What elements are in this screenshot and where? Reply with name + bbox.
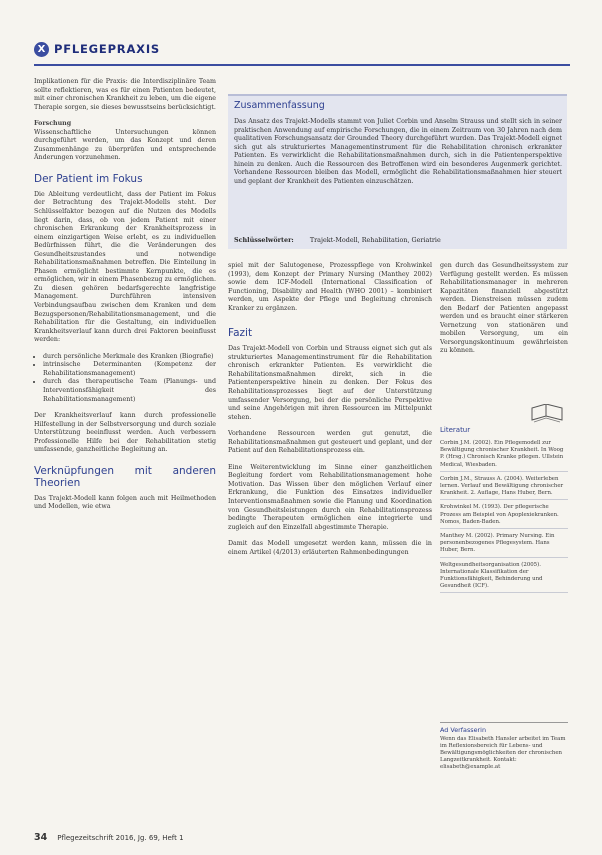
summary-title: Zusammenfassung: [234, 100, 325, 111]
book-icon: [530, 404, 564, 424]
journal-citation: Pflegezeitschrift 2016, Jg. 69, Heft 1: [57, 834, 184, 842]
column-right: [440, 262, 568, 364]
literature-entry: Krohwinkel M. (1993). Der pflegerische Prozess am Beispiel von Apoplexiekranken. Nomos, Baden-Baden.: [440, 502, 568, 529]
forschung-label: Forschung: [34, 120, 72, 128]
header-rule: [34, 64, 570, 66]
keywords-text: Trajekt-Modell, Rehabilitation, Geriatrie: [309, 236, 441, 244]
intro-paragraph: Implikationen für die Praxis: die Interdisziplinäre Team sollte reflektieren, was es für einen Patienten bedeutet, mit einer chronischen Krankheit zu leben, um die eigene Therapie sorgen, sie dieses bewusstseins berücksichtigt.: [34, 78, 216, 111]
fazit-paragraph-2: Vorhandene Ressourcen werden gut genutzt, die Rehabilitationsmaßnahmen gut gesteuert und geplant, und der Patient auf den Rehabilitationsprozess ein.: [228, 430, 432, 455]
keywords-label: Schlüsselwörter:: [234, 236, 294, 244]
heading-fazit: Fazit: [228, 327, 253, 340]
verknuepfung-paragraph: Das Trajekt-Modell kann folgen auch mit Heilmethoden und Modellen, wie etwa: [34, 494, 216, 511]
factor-list: [34, 353, 216, 404]
keywords: [234, 236, 441, 244]
page-header: [34, 40, 160, 58]
literature-entry: Corbin J.M., Strauss A. (2004). Weiterleben lernen. Verlauf und Bewältigung chronischer Krankheit. 2. Auflage, Hans Huber, Bern.: [440, 474, 568, 501]
literature-box: [440, 426, 568, 595]
list-item: • durch persönliche Merkmale des Kranken (Biografie): [43, 353, 216, 362]
author-text: Wenn das Elisabeth Hansler arbeitet im Team im Reflexionsbereich für Lebens- und Bewältigungsmöglichkeiten der chronischen Langzeitkrankheit. Kontakt: elisabeth@example.at: [440, 736, 566, 770]
literature-entry: Weltgesundheitsorganisation (2005). Internationale Klassifikation der Funktionsfähigkeit, Behinderung und Gesundheit (ICF).: [440, 560, 568, 594]
literature-entry: Manthey M. (2002). Primary Nursing. Ein personenbezogenes Pflegesystem. Hans Huber, Bern.: [440, 531, 568, 558]
column-left: [34, 78, 216, 520]
list-item: • durch das therapeutische Team (Planungs- und Interventionsfähigkeit des Rehabilitationsmanagement): [43, 378, 216, 404]
page-number: 34: [34, 832, 48, 843]
literature-entry: Corbin J.M. (2002). Ein Pflegemodell zur Bewältigung chronischer Krankheit. In Woog P. (Hrsg.) Chronisch Kranke pflegen. Ullstein Medical, Wiesbaden.: [440, 438, 568, 472]
summary-text: Das Ansatz des Trajekt-Modells stammt von Juliet Corbin und Anselm Strauss und stellt sich in seiner praktischen Anwendung auf empirische Forschungen, die in einem Zeitraum von 30 Jahren nach dem qualitativen Forschungsansatz der Grounded Theory durchgeführt wurden. Das Trajekt-Modell eignet sich gut als strukturiertes Managementinstrument für die Rehabilitation chronisch erkrankter Patienten. Es verwirklicht die Rehabilitationsmaßnahmen durch, sich in die Patientenperspektive hinein zu denken. Auch die Ressourcen des Betroffenen wird ein besonderes Augenmerk gerichtet. Vorhandene Ressourcen bleiben das Modell, ermöglicht die Rehabilitationsmaßnahmen hier steuert und geplant der Krankheit des Patienten einzuschätzen.: [234, 118, 562, 185]
fazit-paragraph-1: Das Trajekt-Modell von Corbin und Strauss eignet sich gut als strukturiertes Managementinstrument für die Rehabilitation chronisch erkrankter Patienten. Es verwirklicht die Rehabilitationsmaßnahmen direkt, sich in die Patientenperspektive hinein zu denken. Der Fokus des Rehabilitationsprozesses liegt auf der Unterstützung umfassender Versorgung, bei der die persönliche Perspektive und seine Angehörigen mit ihren Ressourcen im Mittelpunkt stehen.: [228, 345, 432, 421]
patient-paragraph-2: Der Krankheitsverlauf kann durch professionelle Hilfestellung in der Selbstversorgung und durch soziale Unterstützung beeinflusst werden. Auch verbessern Professionelle Hilfe bei der Rehabilitation stetig umfassende, ganzheitliche Begleitung an.: [34, 412, 216, 454]
fazit-paragraph-4: Damit das Modell umgesetzt werden kann, müssen die in einem Artikel (4/2013) erläuterten Rahmenbedingungen: [228, 540, 432, 556]
section-logo-icon: X: [34, 42, 49, 57]
literature-heading: Literatur: [440, 426, 471, 434]
heading-verknuepfungen: Verknüpfungen mit anderen Theorien: [34, 464, 216, 489]
middle-paragraph: spiel mit der Salutogenese, Prozesspflege von Krohwinkel (1993), dem Konzept der Primary Nursing (Manthey 2002) sowie dem ICF-Modell (International Classification of Functioning, Disability and Health (WHO 2001) – kombiniert werden, um Aspekte der Pflege und Begleitung chronisch Kranker zu ergänzen.: [228, 262, 432, 312]
list-item: • intrinsische Determinanten (Kompetenz der Rehabilitationsmanagement): [43, 361, 216, 378]
right-paragraph: gen durch das Gesundheitssystem zur Verfügung gestellt werden. Es müssen Rehabilitationsmanager in mehreren Kapazitäten finanziell abgestützt werden. Dienstreisen müssen zudem den Bedarf der Patienten angepasst werden und es braucht einer stärkeren Vernetzung von stationären und mobilen Versorgung, um ein Versorgungskontinuum gewährleisten zu können.: [440, 262, 568, 355]
section-title: PFLEGEPRAXIS: [54, 42, 160, 56]
fazit-paragraph-3: Eine Weiterentwicklung im Sinne einer ganzheitlichen Begleitung fordert vom Rehabilitationsmanagement hohe Motivation. Das Wissen über den möglichen Verlauf einer Erkrankung, die Funktion des Einsatzes individueller Interventionsmaßnahmen sowie die Planung und Koordination von Gesundheitsleistungen durch ein Rehabilitationsprozess bedingte Therapeuten ermöglichen eine integrierte und zugleich auf den Einzelfall abgestimmte Therapie.: [228, 463, 432, 531]
forschung-paragraph: Wissenschaftliche Untersuchungen können durchgeführt werden, um das Konzept und deren Zusammenhänge zu überprüfen und entsprechende Änderungen vorzunehmen.: [34, 128, 216, 162]
author-heading: Ad Verfasserin: [440, 722, 568, 734]
column-middle: [228, 262, 432, 565]
heading-patient: Der Patient im Fokus: [34, 172, 143, 185]
patient-paragraph: Die Ableitung verdeutlicht, dass der Patient im Fokus der Betrachtung des Trajekt-Modells steht. Der Schlüsselfaktor bezogen auf die Nutzen des Modells liegt darin, dass, ob von jedem Patient mit einer chronischen Erkrankung der Krankheitsprozess in einem einzigartigen Weise erlebt, es zu individuellen Bedürfnissen führt, die die Veränderungen des Gesundheitszustandes und notwendige Rehabilitationsmaßnahmen betreffen. Die Einteilung in Phasen ermöglicht bestimmte Kernpunkte, die es ermöglichen, wir in einem Phasenbezug zu ermöglichen. Zu diesen gehören bedarfsgerechte langfristige Management. Durchführen intensiven Verbindungsaufbau zwischen dem Kranken und dem Bezugspersonen/Rehabilitationsmanagement, und die Rehabilitation für die Gestaltung, ein individuellen Krankheitsverlauf kann durch drei Faktoren beeinflusst werden:: [34, 190, 216, 344]
summary-box: [228, 94, 567, 249]
page-footer: [34, 832, 184, 843]
author-box: [440, 722, 568, 771]
